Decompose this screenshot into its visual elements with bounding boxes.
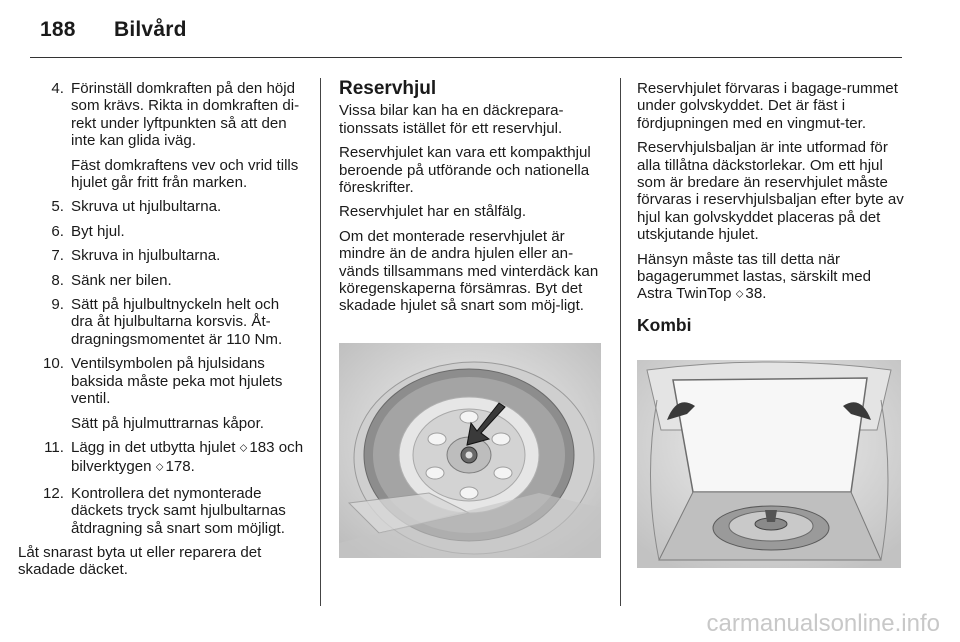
- step-8: [18, 272, 304, 289]
- step-number: 9.: [51, 296, 64, 314]
- column-divider: [320, 78, 321, 606]
- section-heading: Reservhjul: [339, 78, 437, 99]
- step-text: Sänk ner bilen.: [71, 271, 172, 289]
- page-header: [40, 18, 187, 42]
- paragraph: Reservhjulet förvaras i bagage-rummet under golvskyddet. Det är fäst i fördjupningen med en vingmut-ter.: [637, 80, 898, 132]
- step-6: [18, 223, 304, 240]
- step-text: Skruva in hjulbultarna.: [71, 247, 221, 265]
- column-spare-wheel: [339, 80, 605, 322]
- step-number: 10.: [43, 355, 64, 373]
- subheading-kombi: Kombi: [637, 314, 692, 335]
- step-number: 8.: [51, 271, 64, 289]
- step-10: [18, 355, 304, 432]
- step-number: 4.: [51, 80, 64, 97]
- step-text: Byt hjul.: [71, 222, 125, 240]
- paragraph: Hänsyn måste tas till detta när bagagerummet lastas, särskilt med Astra TwinTop ⬦ 38.: [637, 251, 905, 305]
- step-number: 6.: [51, 222, 64, 240]
- spare-wheel-illustration: [339, 343, 601, 558]
- step-number: 12.: [43, 484, 64, 502]
- step-text: Förinställ domkraften på den höjd som krävs. Rikta in domkraften di-rekt under lyftpunkten så att den inte kan glida iväg.: [71, 80, 300, 150]
- paragraph: Reservhjulet har en stålfälg.: [339, 203, 527, 221]
- paragraph: Om det monterade reservhjulet är mindre än de andra hjulen eller an-vänds tillsammans med vinterdäck kan köregenskaperna försämras. Byt det skadade hjulet så snart som möj-ligt.: [339, 227, 599, 315]
- page-reference-link[interactable]: ⬦ 178: [156, 458, 191, 475]
- step-7: [18, 247, 304, 264]
- step-9: [18, 296, 304, 348]
- trunk-illustration: [637, 360, 901, 568]
- step-12: [18, 485, 304, 537]
- watermark: carmanualsonline.info: [706, 610, 940, 637]
- page-reference-link[interactable]: ⬦ 38: [736, 285, 763, 302]
- step-4: [18, 80, 304, 191]
- page-number: 188: [40, 18, 76, 41]
- step-text: Fäst domkraftens vev och vrid tills hjulet går fritt från marken.: [71, 156, 299, 192]
- step-text: Ventilsymbolen på hjulsidans baksida måste peka mot hjulets ventil.: [71, 355, 283, 408]
- section-title: Bilvård: [114, 18, 187, 41]
- header-rule: [30, 57, 902, 58]
- step-number: 7.: [51, 247, 64, 265]
- step-text: Sätt på hjulmuttrarnas kåpor.: [71, 414, 264, 432]
- step-text: Lägg in det utbytta hjulet ⬦ 183 och bilverktygen ⬦ 178.: [71, 439, 304, 478]
- paragraph: Reservhjulet kan vara ett kompakthjul beroende på utförande och nationella föreskrifter.: [339, 144, 591, 197]
- step-text: Kontrollera det nymonterade däckets tryck samt hjulbultarnas åtdragning så snart som möjligt.: [71, 484, 286, 537]
- paragraph: Vissa bilar kan ha en däckrepara-tionssats istället för ett reservhjul.: [339, 102, 564, 137]
- step-number: 11.: [44, 438, 64, 456]
- closing-paragraph: Låt snarast byta ut eller reparera det skadade däcket.: [18, 543, 262, 579]
- page-reference-link[interactable]: ⬦ 183: [240, 439, 275, 456]
- step-11: [18, 439, 304, 478]
- step-text: Sätt på hjulbultnyckeln helt och dra åt hjulbultarna korsvis. Åt-dragningsmomentet är 110 Nm.: [71, 296, 283, 348]
- column-steps: [18, 80, 304, 586]
- step-text: Skruva ut hjulbultarna.: [71, 198, 222, 216]
- column-storage: [637, 80, 905, 334]
- step-number: 5.: [51, 198, 64, 216]
- paragraph: Reservhjulsbaljan är inte utformad för alla tillåtna däckstorlekar. Om ett hjul som är bredare än reservhjulet måste förvaras i reservhjulsbaljan efter byte av hjul kan golvskyddet placeras på det utskjutande hjulet.: [637, 139, 904, 244]
- step-5: [18, 198, 304, 215]
- column-divider: [620, 78, 621, 606]
